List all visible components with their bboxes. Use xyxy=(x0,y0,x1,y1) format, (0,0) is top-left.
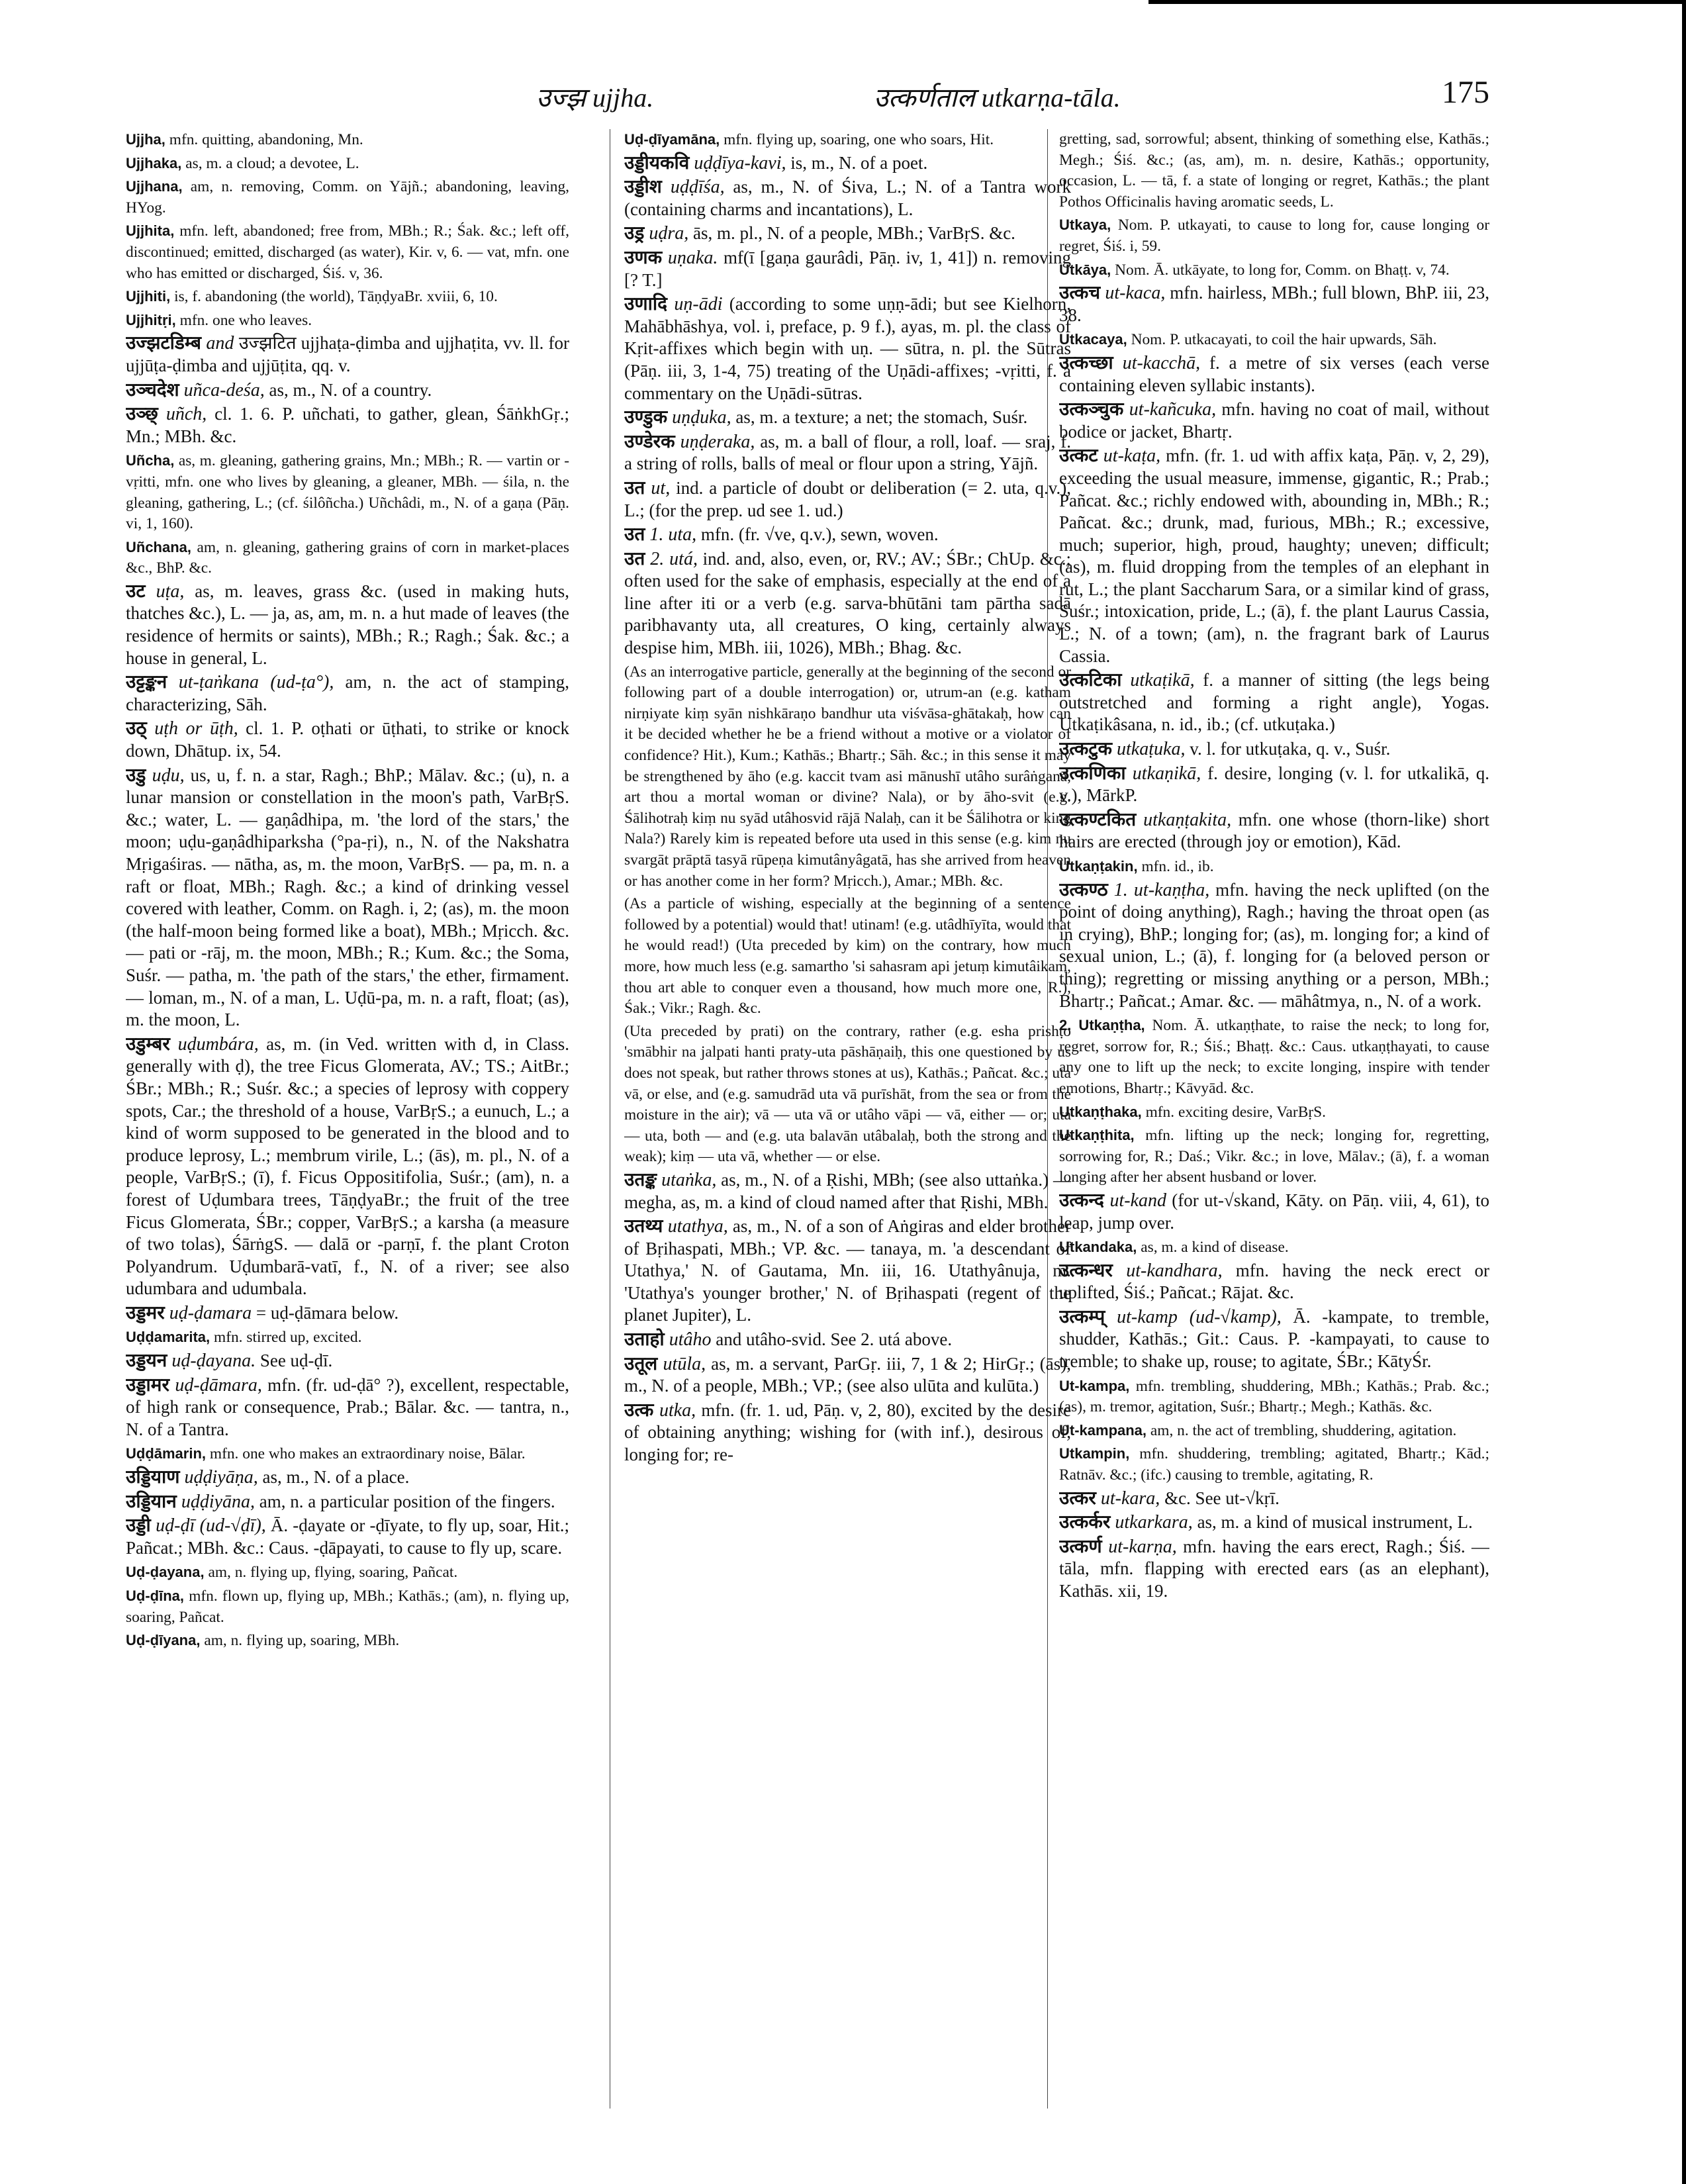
entry-devanagari-headword: उण्डुक xyxy=(624,407,668,428)
dictionary-entry xyxy=(1059,1307,1489,1374)
entry-definition: mfn. quitting, abandoning, Mn. xyxy=(165,131,363,148)
entry-devanagari-headword: उत्कम्प् xyxy=(1059,1306,1105,1327)
entry-definition: &c. See ut-√kṛī. xyxy=(1160,1488,1280,1508)
entry-definition: cl. 1. 6. P. uñchati, to gather, glean, ŚāṅkhGṛ.; Mn.; MBh. &c. xyxy=(126,404,569,446)
entry-definition: am, n. the act of trembling, shuddering, agitation. xyxy=(1147,1421,1457,1439)
entry-devanagari-headword: उत्कटिका xyxy=(1059,670,1122,691)
entry-headword: Ujjhitṛi, xyxy=(126,311,176,328)
entry-transliteration: utka, xyxy=(653,1400,696,1421)
dictionary-entry xyxy=(126,1492,569,1514)
entry-definition: mfn. having no coat of mail, without bodice or jacket, Bhartṛ. xyxy=(1059,399,1489,442)
entry-definition: am, n. a particular position of the fingers. xyxy=(255,1491,555,1511)
dictionary-entry xyxy=(624,248,1071,292)
entry-definition: f. a metre of six verses (each verse containing eleven syllabic instants). xyxy=(1059,352,1489,395)
entry-headword: Ujjhana, xyxy=(126,178,183,195)
entry-definition: am, n. flying up, soaring, MBh. xyxy=(200,1632,400,1650)
dictionary-entry xyxy=(624,549,1071,660)
dictionary-entry xyxy=(624,894,1071,1020)
entry-transliteration: uñch, xyxy=(158,404,207,425)
dictionary-entry xyxy=(1059,880,1489,1014)
entry-devanagari-headword: उत्कट xyxy=(1059,446,1098,467)
running-header xyxy=(126,75,1489,124)
entry-transliteration: ut-kara, xyxy=(1096,1488,1160,1509)
entry-definition: as, m. a texture; a net; the stomach, Suśr. xyxy=(731,407,1028,428)
entry-transliteration: 1. ut-kaṇṭha, xyxy=(1107,879,1210,900)
entry-definition: as, m. a kind of musical instrument, L. xyxy=(1192,1512,1473,1533)
entry-definition: as, m., N. of Śiva, L.; N. of a Tantra work (containing charms and incantations), L. xyxy=(624,177,1071,219)
entry-devanagari-headword: उतङ्क xyxy=(624,1169,657,1190)
dictionary-entry xyxy=(624,1329,1071,1352)
dictionary-entry xyxy=(1059,763,1489,808)
entry-devanagari-headword: उत्कन्धर xyxy=(1059,1260,1113,1281)
entry-headword: Utkaṇṭakin, xyxy=(1059,858,1138,875)
dictionary-entry xyxy=(126,404,569,448)
entry-transliteration: 1. uta, xyxy=(645,524,697,546)
entry-headword: Ujjha, xyxy=(126,131,165,148)
entry-transliteration: uḍ-ḍī (ud-√ḍī), xyxy=(150,1515,266,1537)
entry-devanagari-headword: उत्कच xyxy=(1059,283,1101,304)
entry-transliteration: utkaṭikā, xyxy=(1121,670,1195,691)
entry-definition: as, m. leaves, grass &c. (used in making huts, thatches &c.), L. — ja, as, am, m. n. a hut made of leaves (the residence of hermits or saints), MBh.; R.; Ragh.; Śak. &c.; a house in general, L. xyxy=(126,581,569,668)
entry-headword: Uḍḍamarita, xyxy=(126,1329,211,1346)
dictionary-entry xyxy=(624,1354,1071,1398)
dictionary-entry xyxy=(1059,1376,1489,1418)
dictionary-entry xyxy=(126,537,569,579)
dictionary-entry xyxy=(624,1400,1071,1467)
entry-definition: mfn. one who leaves. xyxy=(175,311,312,329)
entry-definition: cl. 1. P. oṭhati or ūṭhati, to strike or knock down, Dhātup. ix, 54. xyxy=(126,718,569,761)
dictionary-entry xyxy=(1059,1488,1489,1511)
dictionary-entry xyxy=(1059,1537,1489,1603)
entry-definition: (As a particle of wishing, especially at the beginning of a sentence followed by a potential) would that! utinam! (e.g. utâdhīyīta, would that he would read!) (Uta preceded by kim) on the contrary, how much more, how much less (e.g. samartho 'si sahasram api jetuṃ kimutâikam, thou art able to conquer even a thousand, how much more one, R.), Śak.; Vikr.; Ragh. &c. xyxy=(624,895,1071,1018)
entry-headword: Ut-kampa, xyxy=(1059,1377,1130,1394)
dictionary-entry xyxy=(126,765,569,1032)
dictionary-entry xyxy=(126,718,569,763)
scan-edge-right xyxy=(1682,0,1686,2184)
entry-transliteration: utūla, xyxy=(657,1353,706,1374)
dictionary-entry xyxy=(624,524,1071,547)
entry-devanagari-headword: उट्टङ्कन xyxy=(126,672,167,693)
entry-transliteration: utâho xyxy=(664,1329,712,1351)
dictionary-entry xyxy=(126,1034,569,1301)
entry-headword: Utkandaka, xyxy=(1059,1239,1137,1256)
entry-definition: = uḍ-ḍāmara below. xyxy=(252,1302,399,1323)
entry-transliteration: uṇaka. xyxy=(662,247,718,268)
dictionary-entry xyxy=(1059,1443,1489,1486)
dictionary-entry xyxy=(624,129,1071,151)
entry-headword: Uñcha, xyxy=(126,452,175,469)
dictionary-entry xyxy=(126,380,569,403)
entry-transliteration: ut, xyxy=(645,477,671,499)
entry-definition: (As an interrogative particle, generally at the beginning of the second or following part of a double interrogation) or, utrum-an (e.g. katham nirṇiyate kiṃ syān nishkāraṇo bandhur uta viśvāsa-ghātakaḥ, how can it be decided whether he be a friend without a motive or a violator of confidence? Hit.), Kum.; Kathās.; Bhartṛ.; Sāh. &c.; in this sense it may be strengthened by āho (e.g. kaccit tvam asi mānushī utâho surâṅganā, art thou a mortal woman or divine? Nala), or by āho-svit (e.g. Śālihotraḥ kiṃ nu syād utâhosvid rājā Nalaḥ, can it be Śālihotra or king Nala?) Rarely kim is repeated before uta used in this sense (e.g. kim nu svargāt prāptā tasyā rūpeṇa kimutânyâgatā, has she arrived from heaven or has another come in her form? Mṛicch.), Amar.; MBh. &c. xyxy=(624,663,1071,890)
entry-definition: as, m. gleaning, gathering grains, Mn.; MBh.; R. — vartin or -vṛitti, mfn. one who lives by gleaning, a gleaner, MBh. — śila, n. the gleaning, gathering, L.; (cf. śilôñcha.) Uñchâdi, m., N. of a gaṇa (Pāṇ. vi, 1, 160). xyxy=(126,452,569,533)
entry-devanagari-headword: उड्डीश xyxy=(624,177,662,198)
entry-devanagari-headword: उत्कन्द xyxy=(1059,1190,1104,1211)
entry-devanagari-headword: उड्डामर xyxy=(126,1374,169,1396)
dictionary-entry xyxy=(1059,1190,1489,1235)
entry-definition: us, u, f. n. a star, Ragh.; BhP.; Mālav. &c.; (u), n. a lunar mansion or constellation in the moon's path, VarBṛS. &c.; water, L. — gaṇâdhipa, m. 'the lord of the stars,' the moon; uḍu-gaṇâdhiparksha (°pa-ṛi), n., N. of the Nakshatra Mṛigaśiras. — nātha, as, m. the moon, VarBṛS. — pa, m. n. a raft or float, MBh.; Ragh. &c.; a kind of drinking vessel covered with leather, Comm. on Ragh. i, 2; (as), m. the moon (the half-moon being formed like a boat), MBh.; Mṛicch. &c. — pati or -rāj, m. the moon, MBh.; R.; Kum. &c.; the Soma, Suśr. — patha, m. 'the path of the stars,' the ether, firmament. — loman, m., N. of a man, L. Uḍū-pa, m. n. a raft, float; (as), m. the moon, L. xyxy=(126,765,569,1030)
entry-transliteration: utkarkara, xyxy=(1110,1512,1193,1533)
entry-devanagari-headword: उड्डयन xyxy=(126,1351,167,1372)
entry-definition: mfn. left, abandoned; free from, MBh.; R.; Śak. &c.; left off, discontinued; emitted, discharged (as water), Kir. v, 6. — vat, mfn. one who has emitted or discharged, Śiś. v, 36. xyxy=(126,222,569,282)
dictionary-entry xyxy=(1059,283,1489,327)
entry-devanagari-headword: उडुम्बर xyxy=(126,1033,170,1055)
entry-definition: mfn. (fr. 1. ud with affix kaṭa, Pāṇ. v, 2, 29), exceeding the usual measure, immense, gigantic, R.; Prab.; Pañcat. &c.; richly endowed with, abounding in, MBh.; R.; Pañcat. &c.; drunk, mad, furious, MBh.; R.; excessive, much; superior, high, proud, haughty; uneven; difficult; (as), m. fluid dropping from the temples of an elephant in rut, L.; the plant Saccharum Sara, or a similar kind of grass, Suśr.; intoxication, pride, L.; (ā), f. the plant Laurus Cassia, L.; N. of a town; (am), n. the fragrant bark of Laurus Cassia. xyxy=(1059,446,1489,666)
entry-definition: mfn. exciting desire, VarBṛS. xyxy=(1141,1103,1326,1121)
entry-headword: Uñchana, xyxy=(126,538,192,555)
entry-devanagari-headword: उत्कण्ठ xyxy=(1059,879,1108,900)
entry-transliteration: ut-kaṭa, xyxy=(1098,446,1161,467)
header-left-guideword: उज्झ ujjha. xyxy=(536,83,654,113)
entry-transliteration: uṇḍuka, xyxy=(667,407,731,428)
dictionary-entry xyxy=(624,1170,1071,1214)
entry-headword: Uḍ-ḍayana, xyxy=(126,1564,205,1581)
header-right-guideword: उत्कर्णताल utkarṇa-tāla. xyxy=(874,83,1121,113)
entry-transliteration: uṇḍeraka, xyxy=(675,431,755,452)
entry-definition: as, m. a ball of flour, a roll, loaf. — sraj, f. a string of rolls, balls of meal or flour upon a string, Yājñ. xyxy=(624,431,1071,474)
dictionary-entry xyxy=(1059,129,1489,213)
dictionary-entry xyxy=(126,310,569,332)
dictionary-entry xyxy=(126,1467,569,1490)
entry-definition: as, m., N. of a son of Aṅgiras and elder brother of Bṛihaspati, MBh.; VP. &c. — tanaya, m. 'a descendant of Utathya,' N. of Gautama, Mn. iii, 16. Utathyânuja, m. 'Utathya's younger brother,' N. of Bṛihaspati (regent of the planet Jupiter), L. xyxy=(624,1216,1071,1325)
entry-definition: am, n. the act of stamping, characterizing, Sāh. xyxy=(126,672,569,714)
entry-definition: gretting, sad, sorrowful; absent, thinking of something else, Kathās.; Megh.; Śiś. &c.; (as, am), m. n. desire, Kathās.; opportunity, occasion, L. — tā, f. a state of longing or regret, Kathās.; the plant Pothos Officinalis having aromatic seeds, L. xyxy=(1059,130,1489,211)
entry-definition: as, m., N. of a place. xyxy=(258,1467,410,1488)
entry-headword: Ujjhaka, xyxy=(126,154,182,171)
entry-definition: mfn. flying up, soaring, one who soars, Hit. xyxy=(720,131,994,148)
entry-devanagari-headword: उठ् xyxy=(126,718,147,739)
dictionary-entry xyxy=(126,672,569,716)
entry-headword: Utkaṇṭhita, xyxy=(1059,1127,1135,1144)
entry-headword: 2. Utkaṇṭha, xyxy=(1059,1017,1145,1034)
entry-headword: Uḍ-ḍīna, xyxy=(126,1588,184,1604)
dictionary-entry xyxy=(126,1351,569,1373)
dictionary-entry xyxy=(624,153,1071,175)
entry-devanagari-headword: उतथ्य xyxy=(624,1216,663,1237)
entry-headword: Ujjhiti, xyxy=(126,288,171,305)
column-2 xyxy=(624,129,1071,2142)
entry-definition: f. a manner of sitting (the legs being outstretched and forming a right angle), Yogas. Utkaṭikâsana, n. id., ib.; (cf. utkuṭaka.) xyxy=(1059,670,1489,735)
entry-transliteration: uṭa, xyxy=(145,581,185,602)
entry-devanagari-headword: उत xyxy=(624,548,645,569)
entry-devanagari-headword: उत्कर्ण xyxy=(1059,1536,1102,1557)
entry-transliteration: ut-karṇa, xyxy=(1101,1536,1177,1557)
entry-definition: as, m. a kind of disease. xyxy=(1137,1239,1289,1257)
dictionary-entry xyxy=(126,129,569,151)
dictionary-entry xyxy=(624,1216,1071,1327)
dictionary-entry xyxy=(1059,856,1489,878)
dictionary-entry xyxy=(1059,1237,1489,1258)
dictionary-entry xyxy=(126,581,569,670)
entry-devanagari-headword: उण्डेरक xyxy=(624,431,675,452)
dictionary-entry xyxy=(1059,214,1489,257)
dictionary-entry xyxy=(126,1586,569,1628)
entry-transliteration: utkaṭuka, xyxy=(1112,739,1186,760)
entry-definition: Nom. P. utkacayati, to coil the hair upwards, Sāh. xyxy=(1127,331,1437,349)
entry-transliteration: ut-kaca, xyxy=(1100,283,1166,304)
entry-devanagari-headword: उत्कञ्चुक xyxy=(1059,399,1124,420)
column-3 xyxy=(1059,129,1489,2142)
entry-transliteration: uḍra, xyxy=(644,223,689,244)
dictionary-entry xyxy=(126,220,569,284)
dictionary-entry xyxy=(624,223,1071,246)
entry-transliteration: utkaṇṭakita, xyxy=(1136,809,1232,830)
scan-edge-top xyxy=(1148,0,1686,4)
entry-definition: as, m., N. of a country. xyxy=(264,379,432,400)
entry-transliteration: 2. utá, xyxy=(645,548,698,569)
dictionary-entry xyxy=(1059,810,1489,854)
entry-devanagari-headword: उज्झटडिम्ब xyxy=(126,333,201,354)
entry-definition: am, n. gleaning, gathering grains of corn in market-places &c., BhP. &c. xyxy=(126,538,569,577)
dictionary-entry xyxy=(126,1562,569,1584)
entry-transliteration: uḍḍiyāna, xyxy=(176,1491,256,1512)
entry-headword: Uḍ-ḍīyana, xyxy=(126,1632,201,1649)
dictionary-entry xyxy=(1059,1260,1489,1305)
entry-devanagari-headword: उत्कर्कर xyxy=(1059,1512,1111,1533)
entry-definition: mfn. (fr. ud-ḍā° ?), excellent, respectable, of high rank or consequence, Prab.; Bālar. &c. — tantra, n., N. of a Tantra. xyxy=(126,1374,569,1439)
dictionary-entry xyxy=(624,478,1071,522)
entry-definition: Nom. P. utkayati, to cause to long for, cause longing or regret, Śiś. i, 59. xyxy=(1059,216,1489,255)
dictionary-entry xyxy=(1059,446,1489,668)
entry-definition: as, m. a cloud; a devotee, L. xyxy=(181,154,359,172)
entry-definition: f. desire, longing (v. l. for utkalikā, q. v.), MārkP. xyxy=(1059,763,1489,806)
entry-definition: ās, m. pl., N. of a people, MBh.; VarBṛS. &c. xyxy=(688,223,1015,244)
entry-transliteration: uḍ-ḍāmara, xyxy=(169,1374,262,1396)
entry-headword: Utkampin, xyxy=(1059,1445,1130,1462)
entry-headword: Utkaṇṭhaka, xyxy=(1059,1103,1142,1120)
entry-transliteration: uḍḍīya-kavi, xyxy=(689,152,786,173)
dictionary-entry xyxy=(624,177,1071,221)
dictionary-entry xyxy=(1059,399,1489,444)
entry-devanagari-headword: उड्डियाण xyxy=(126,1467,180,1488)
entry-transliteration: uḍumbára, xyxy=(169,1033,259,1055)
entry-transliteration: uṇ-ādi xyxy=(667,294,723,315)
entry-transliteration: uñca-deśa, xyxy=(179,379,265,401)
dictionary-entry xyxy=(1059,329,1489,351)
dictionary-entry xyxy=(1059,1420,1489,1442)
entry-transliteration: ut-kamp (ud-√kamp), xyxy=(1105,1306,1282,1327)
entry-definition: v. l. for utkuṭaka, q. v., Suśr. xyxy=(1185,739,1391,759)
entry-devanagari-headword: उञ्चदेश xyxy=(126,379,179,401)
dictionary-entry xyxy=(624,294,1071,405)
dictionary-entry xyxy=(1059,1125,1489,1188)
entry-definition: (for ut-√skand, Kāty. on Pāṇ. viii, 4, 61), to leap, jump over. xyxy=(1059,1190,1489,1233)
entry-definition: Ā. -ḍayate or -ḍīyate, to fly up, soar, Hit.; Pañcat.; MBh. &c.: Caus. -ḍāpayati, to cause to fly up, scare. xyxy=(126,1515,569,1558)
dictionary-entry xyxy=(1059,1015,1489,1099)
entry-definition: Ā. -kampate, to tremble, shudder, Kathās.; Git.: Caus. P. -kampayati, to cause to tremble; to shake up, rouse; to agitate, ŚBr.; KātyŚr. xyxy=(1059,1306,1489,1372)
entry-headword: Uḍḍāmarin, xyxy=(126,1445,207,1462)
entry-transliteration: uḍḍīśa, xyxy=(661,177,725,198)
dictionary-entry xyxy=(126,1375,569,1442)
dictionary-entry xyxy=(126,1303,569,1325)
entry-devanagari-headword: उताहो xyxy=(624,1329,665,1351)
entry-definition: mfn. (fr. 1. ud, Pāṇ. v, 2, 80), excited by the desire of obtaining anything; wishing for (with inf.), desirous of, longing for; re- xyxy=(624,1400,1071,1465)
dictionary-entry xyxy=(1059,353,1489,397)
dictionary-entry xyxy=(624,662,1071,892)
dictionary-entry xyxy=(126,176,569,218)
entry-devanagari-headword: उत्कणिका xyxy=(1059,763,1126,784)
entry-definition: mfn. having the ears erect, Ragh.; Śiś. — tāla, mfn. flapping with erected ears (as an elephant), Kathās. xii, 19. xyxy=(1059,1536,1489,1601)
entry-definition: mfn. id., ib. xyxy=(1137,858,1214,875)
entry-devanagari-headword: उड्डीयकवि xyxy=(624,152,690,173)
dictionary-entry xyxy=(126,1630,569,1652)
dictionary-entry xyxy=(624,1021,1071,1168)
entry-devanagari-headword: उड्डियान xyxy=(126,1491,177,1512)
entry-definition: mfn. (fr. √ve, q.v.), sewn, woven. xyxy=(696,524,939,545)
entry-transliteration: ut-kandhara, xyxy=(1112,1260,1223,1281)
entry-headword: Ut-kampana, xyxy=(1059,1421,1147,1439)
entry-definition: mfn. having the neck erect or uplifted, Śiś.; Pañcat.; Rājat. &c. xyxy=(1059,1260,1489,1303)
entry-transliteration: ut-kañcuka, xyxy=(1123,399,1217,420)
entry-definition: mfn. flown up, flying up, MBh.; Kathās.; (am), n. flying up, soaring, Pañcat. xyxy=(126,1588,569,1626)
entry-definition: (according to some uṇṇ-ādi; but see Kielhorn, Mahābhāshya, vol. i, preface, p. 9 f.), ayas, m. pl. the class of Kṛit-affixes which begin with uṇ. — sūtra, n. pl. the Sūtras (Pāṇ. iii, 3, 1-4, 75) treating of the Uṇādi-affixes; -vṛitti, f. a commentary on the Uṇādi-sūtras. xyxy=(624,294,1071,403)
entry-transliteration: uḍu, xyxy=(146,765,185,786)
entry-definition: as, m. a servant, ParGṛ. iii, 7, 1 & 2; HirGṛ.; (ās), m., N. of a people, MBh.; VP.; (see also ulūta and kulūta.) xyxy=(624,1353,1071,1396)
entry-headword: Utkaya, xyxy=(1059,216,1111,234)
entry-definition: mfn. one whose (thorn-like) short hairs are erected (through joy or emotion), Kād. xyxy=(1059,809,1489,852)
entry-transliteration: utaṅka, xyxy=(657,1169,717,1190)
entry-definition: (Uta preceded by prati) on the contrary, rather (e.g. esha prishṭo 'smābhir na jalpati hanti praty-uta pāshāṇaiḥ, this one questioned by us does not speak, but rather throws stones at us), Kathās.; Pañcat. &c.; uta vā, or else, and (e.g. samudrād uta vā purīshāt, from the sea or from the moisture in the air); vā — uta vā or utâho vāpi — vā, either — or; uta — uta, both — and (e.g. uta balavān utâbalaḥ, both the strong and the weak); kiṃ — uta vā, whether — or else. xyxy=(624,1022,1071,1166)
entry-devanagari-headword: उणक xyxy=(624,247,663,268)
entry-definition: Nom. Ā. utkāyate, to long for, Comm. on Bhaṭṭ. v, 74. xyxy=(1111,261,1450,279)
entry-definition: उज्झटित ujjhaṭa-ḍimba and ujjhaṭita, vv. ll. for ujjūṭa-ḍimba and ujjūṭita, qq. v. xyxy=(126,333,569,375)
entry-transliteration: uḍ-ḍamara xyxy=(164,1302,252,1323)
dictionary-entry xyxy=(126,333,569,377)
entry-devanagari-headword: उतूल xyxy=(624,1353,658,1374)
entry-transliteration: uḍ-ḍayana. xyxy=(167,1351,256,1372)
entry-definition: am, n. removing, Comm. on Yājñ.; abandoning, leaving, HYog. xyxy=(126,178,569,216)
entry-definition: mfn. one who makes an extraordinary noise, Bālar. xyxy=(206,1445,526,1463)
entry-definition: ind. and, also, even, or, RV.; AV.; ŚBr.; ChUp. &c.; often used for the sake of emphasis, especially at the end of a line after iti or a verb (e.g. sarva-bhūtāni tam pārtha sadā paribhavanty uta, all creatures, O king, certainly always despise him, MBh. iii, 1026), MBh.; Bhag. &c. xyxy=(624,548,1071,658)
entry-devanagari-headword: उड्डमर xyxy=(126,1302,165,1323)
entry-transliteration: uḍḍiyāṇa, xyxy=(179,1467,258,1488)
entry-devanagari-headword: उत्कर xyxy=(1059,1488,1096,1509)
entry-definition: as, m., N. of a Ṛishi, MBh; (see also uttaṅka.) — megha, as, m. a kind of cloud named after that Ṛishi, MBh. xyxy=(624,1169,1071,1212)
entry-headword: Utkacaya, xyxy=(1059,331,1127,348)
dictionary-entry xyxy=(624,432,1071,476)
entry-definition: am, n. flying up, flying, soaring, Pañcat. xyxy=(204,1564,458,1582)
entry-transliteration: utkaṇikā, xyxy=(1125,763,1201,784)
entry-devanagari-headword: उत्कच्छा xyxy=(1059,352,1113,373)
dictionary-entry xyxy=(1059,1512,1489,1535)
entry-definition: as, m. (in Ved. written with d, in Class. generally with ḍ), the tree Ficus Glomerata, AV.; TS.; AitBr.; ŚBr.; MBh.; R.; Suśr. &c.; a species of leprosy with coppery spots, Car.; the threshold of a house, VarBṛS.; a eunuch, L.; a kind of worm supposed to be generated in the blood and to produce leprosy, L.; membrum virile, L.; (ās), m. pl., N. of a people, VarBṛS.; (ī), f. Ficus Oppositifolia, Suśr.; (am), n. a forest of Uḍumbara trees, TāṇḍyaBr.; the fruit of the tree Ficus Glomerata, ŚBr.; copper, VarBṛS.; a karsha (a measure of two tolas), ŚārṅgS. — dalā or -parṇī, f. the plant Croton Polyandrum. Uḍumbarā-vatī, f., N. of a river; see also udumbara and udumbala. xyxy=(126,1033,569,1299)
entry-transliteration: uṭh or ūṭh, xyxy=(146,718,238,739)
entry-definition: mfn. shuddering, trembling; agitated, Bhartṛ.; Kād.; Ratnāv. &c.; (ifc.) causing to tremble, agitating, R. xyxy=(1059,1445,1489,1484)
dictionary-entry xyxy=(126,450,569,534)
entry-transliteration: ut-kand xyxy=(1103,1190,1166,1211)
entry-definition: mf(ī [gaṇa gaurâdi, Pāṇ. iv, 1, 41]) n. removing [? T.] xyxy=(624,247,1071,290)
entry-devanagari-headword: उत्कण्टकित xyxy=(1059,809,1137,830)
entry-definition: mfn. trembling, shuddering, MBh.; Kathās.; Prab. &c.; (as), m. tremor, agitation, Suśr.; Bhartṛ.; Megh.; Kathās. &c. xyxy=(1059,1377,1489,1416)
entry-definition: mfn. lifting up the neck; longing for, regretting, sorrowing for, R.; Daś.; Vikr. &c.; in love, Mālav.; (ā), f. a woman longing after her absent husband or lover. xyxy=(1059,1127,1489,1186)
entry-headword: Utkāya, xyxy=(1059,261,1111,278)
dictionary-entry xyxy=(126,1327,569,1349)
dictionary-entry xyxy=(126,1515,569,1560)
dictionary-entry xyxy=(1059,739,1489,761)
entry-devanagari-headword: उड्र xyxy=(624,223,645,244)
entry-definition: and utâho-svid. See 2. utá above. xyxy=(711,1329,953,1350)
entry-transliteration: ut-ṭaṅkana (ud-ṭa°), xyxy=(167,672,334,693)
entry-definition: ind. a particle of doubt or deliberation (= 2. uta, q.v.), L.; (for the prep. ud see 1. ud.) xyxy=(624,477,1071,520)
entry-definition: is, m., N. of a poet. xyxy=(786,152,928,173)
entry-devanagari-headword: उड्डी xyxy=(126,1515,151,1537)
entry-devanagari-headword: उत्क xyxy=(624,1400,654,1421)
entry-definition: mfn. having the neck uplifted (on the point of doing anything), Ragh.; having the throat open (as in crying), BhP.; longing for; (as), m. longing for; a kind of sexual union, L.; (ā), f. longing for (a beloved person or thing); regretting or missing anything or a person, MBh.; Bhartṛ.; Pañcat.; Amar. &c. — māhâtmya, n., N. of a work. xyxy=(1059,879,1489,1011)
entry-headword: Ujjhita, xyxy=(126,222,175,240)
entry-definition: See uḍ-ḍī. xyxy=(256,1351,333,1371)
dictionary-entry xyxy=(1059,670,1489,737)
entry-devanagari-headword: उत xyxy=(624,524,645,546)
entry-definition: Nom. Ā. utkaṇṭhate, to raise the neck; to long for, regret, sorrow for, R.; Śiś.; Bhaṭṭ. &c.: Caus. utkaṇṭhayati, to cause any one to lift up the neck; to excite longing, inspire with tender emotions, Bhartṛ.; Kāvyād. &c. xyxy=(1059,1017,1489,1097)
entry-transliteration: utathya, xyxy=(663,1216,728,1237)
entry-definition: mfn. stirred up, excited. xyxy=(210,1329,362,1347)
column-1 xyxy=(126,129,569,2142)
page-number: 175 xyxy=(1442,75,1489,110)
entry-definition: is, f. abandoning (the world), TāṇḍyaBr. xviii, 6, 10. xyxy=(170,288,498,306)
dictionary-entry xyxy=(126,286,569,308)
dictionary-entry xyxy=(126,1443,569,1465)
dictionary-entry xyxy=(1059,260,1489,281)
entry-devanagari-headword: उणादि xyxy=(624,294,667,315)
entry-transliteration: ut-kacchā, xyxy=(1113,352,1201,373)
dictionary-entry xyxy=(126,153,569,175)
entry-definition: mfn. hairless, MBh.; full blown, BhP. iii, 23, 38. xyxy=(1059,283,1489,325)
entry-devanagari-headword: उत्कटुक xyxy=(1059,739,1113,760)
entry-devanagari-headword: उत xyxy=(624,477,645,499)
entry-devanagari-headword: उट xyxy=(126,581,146,602)
entry-headword: Uḍ-ḍīyamāna, xyxy=(624,131,720,148)
dictionary-entry xyxy=(1059,1102,1489,1123)
entry-devanagari-headword: उञ्छ् xyxy=(126,404,158,425)
entry-devanagari-headword: उडु xyxy=(126,765,146,786)
entry-transliteration: and xyxy=(201,333,239,354)
dictionary-entry xyxy=(624,407,1071,430)
